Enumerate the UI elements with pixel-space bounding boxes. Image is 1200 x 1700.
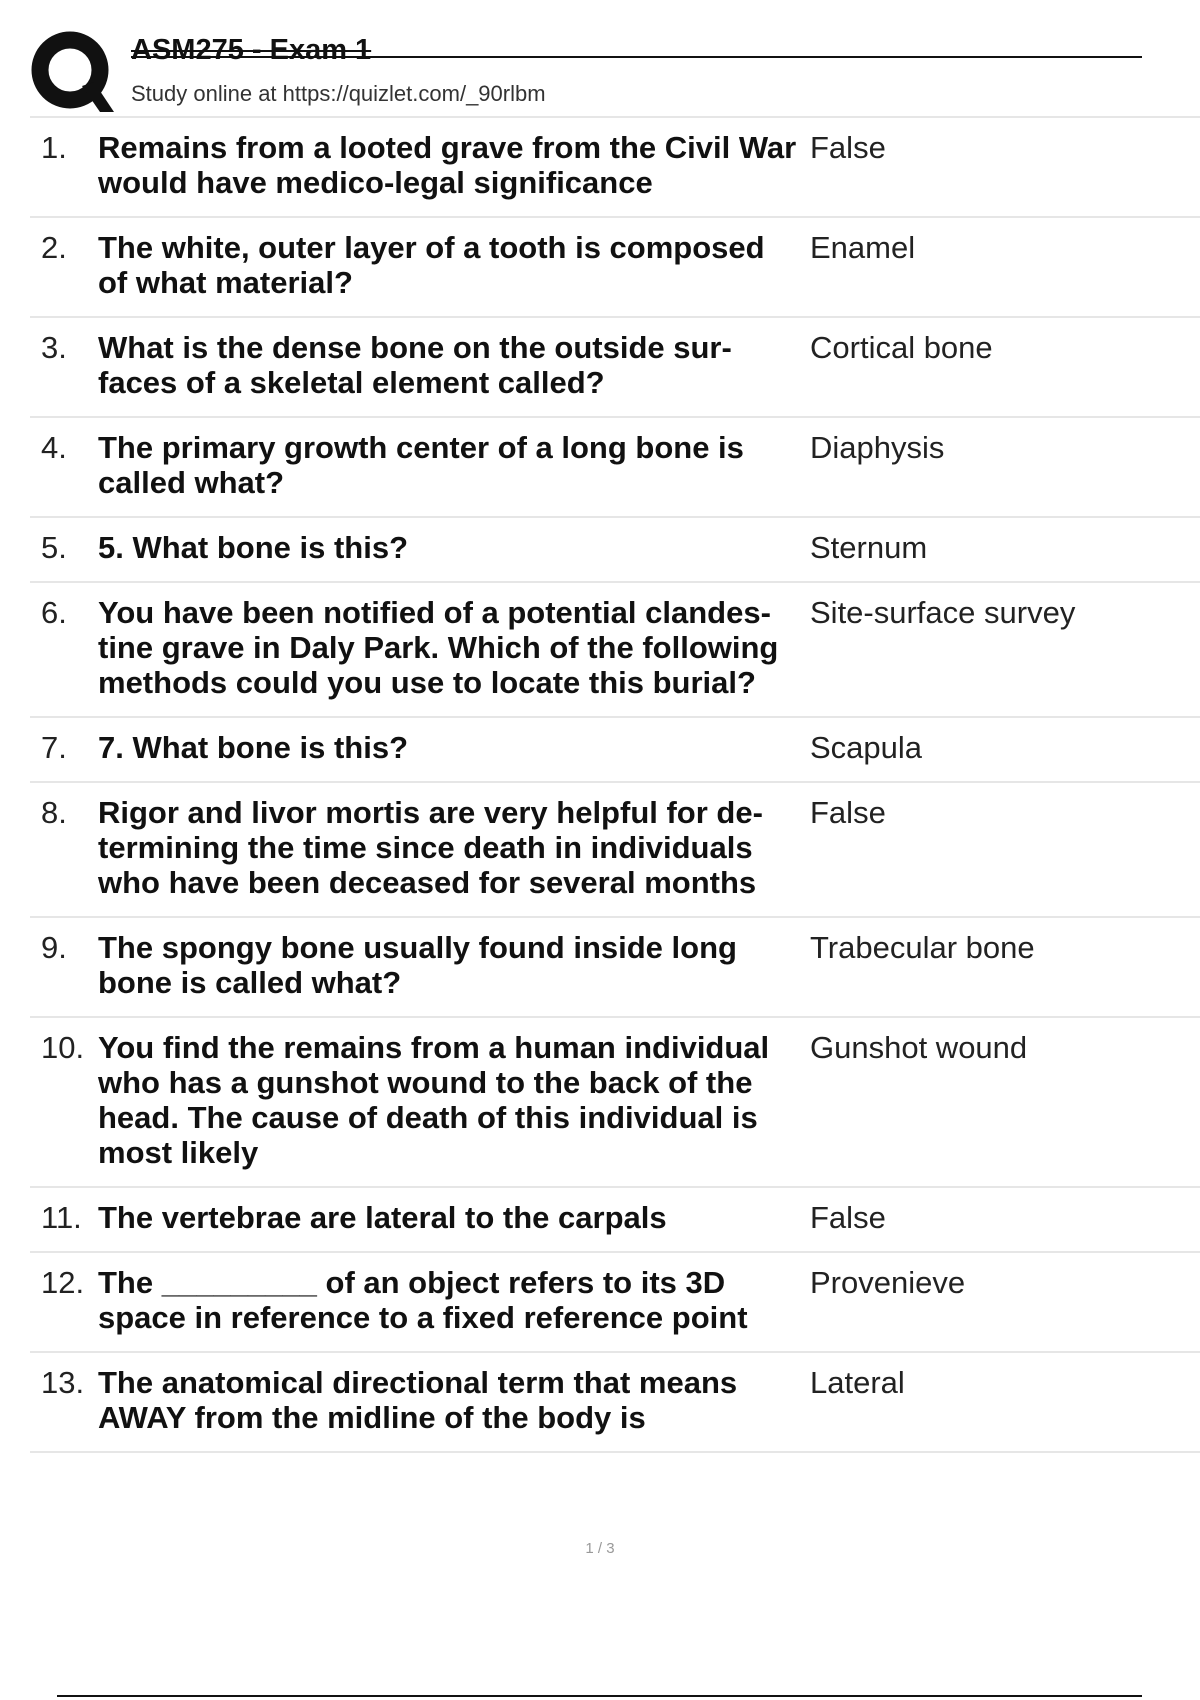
study-online-text: Study online at https://quizlet.com/_90rlbm	[131, 81, 546, 106]
card-question: What is the dense bone on the outside sur-faces of a skeletal element called?	[98, 330, 732, 400]
card-question: The _________ of an object refers to its 3D space in reference to a fixed reference point	[98, 1265, 748, 1335]
card-question: 5. What bone is this?	[98, 530, 409, 565]
page-number: 1 / 3	[585, 1540, 615, 1557]
card-question: 7. What bone is this?	[98, 730, 409, 765]
card-answer: False	[810, 795, 886, 830]
flashcard-row	[30, 1353, 1200, 1453]
flashcard-row	[30, 1253, 1200, 1353]
card-answer: Sternum	[810, 530, 928, 565]
card-number: 6.	[41, 595, 67, 630]
card-number: 10.	[41, 1030, 85, 1065]
quizlet-logo-icon	[30, 30, 116, 116]
card-number: 8.	[41, 795, 67, 830]
card-number: 12.	[41, 1265, 85, 1300]
card-answer: Lateral	[810, 1365, 905, 1400]
card-question: Remains from a looted grave from the Civil War would have medico-legal significance	[98, 130, 797, 200]
card-number: 5.	[41, 530, 67, 565]
flashcard-list	[30, 118, 1200, 1453]
card-number: 11.	[41, 1200, 82, 1235]
card-number: 4.	[41, 430, 67, 465]
card-answer: False	[810, 130, 886, 165]
card-answer: Cortical bone	[810, 330, 993, 365]
flashcard-row	[30, 318, 1200, 418]
card-answer: Site-surface survey	[810, 595, 1076, 630]
flashcard-row	[30, 518, 1200, 583]
card-question: You find the remains from a human individual who has a gunshot wound to the back of the head. The cause of death of this individual is most likely	[98, 1030, 770, 1170]
card-answer: False	[810, 1200, 886, 1235]
card-question: You have been notified of a potential clandes-tine grave in Daly Park. Which of the following methods could you use to locate this burial?	[98, 595, 779, 700]
flashcard-row	[30, 583, 1200, 718]
flashcard-row	[30, 783, 1200, 918]
flashcard-row	[30, 418, 1200, 518]
card-number: 7.	[41, 730, 67, 765]
card-answer: Gunshot wound	[810, 1030, 1028, 1065]
flashcard-row	[30, 1188, 1200, 1253]
card-number: 1.	[41, 130, 67, 165]
title-divider	[131, 56, 1142, 58]
card-question: The anatomical directional term that means AWAY from the midline of the body is	[98, 1365, 738, 1435]
flashcard-row	[30, 1018, 1200, 1188]
card-answer: Trabecular bone	[810, 930, 1035, 965]
card-question: The primary growth center of a long bone is called what?	[98, 430, 744, 500]
flashcard-row	[30, 218, 1200, 318]
card-number: 13.	[41, 1365, 85, 1400]
card-question: The white, outer layer of a tooth is composed of what material?	[98, 230, 765, 300]
document-title: ASM275 - Exam 1	[131, 34, 372, 66]
card-number: 2.	[41, 230, 67, 265]
flashcard-row	[30, 918, 1200, 1018]
card-number: 3.	[41, 330, 67, 365]
flashcard-row	[30, 118, 1200, 218]
card-number: 9.	[41, 930, 67, 965]
footer-divider	[57, 1695, 1142, 1697]
card-question: The vertebrae are lateral to the carpals	[98, 1200, 667, 1235]
flashcard-row	[30, 718, 1200, 783]
card-answer: Provenieve	[810, 1265, 966, 1300]
card-answer: Scapula	[810, 730, 923, 765]
card-question: The spongy bone usually found inside long bone is called what?	[98, 930, 737, 1000]
card-answer: Enamel	[810, 230, 916, 265]
card-answer: Diaphysis	[810, 430, 945, 465]
card-question: Rigor and livor mortis are very helpful for de-termining the time since death in individuals who have been deceased for several months	[98, 795, 763, 900]
